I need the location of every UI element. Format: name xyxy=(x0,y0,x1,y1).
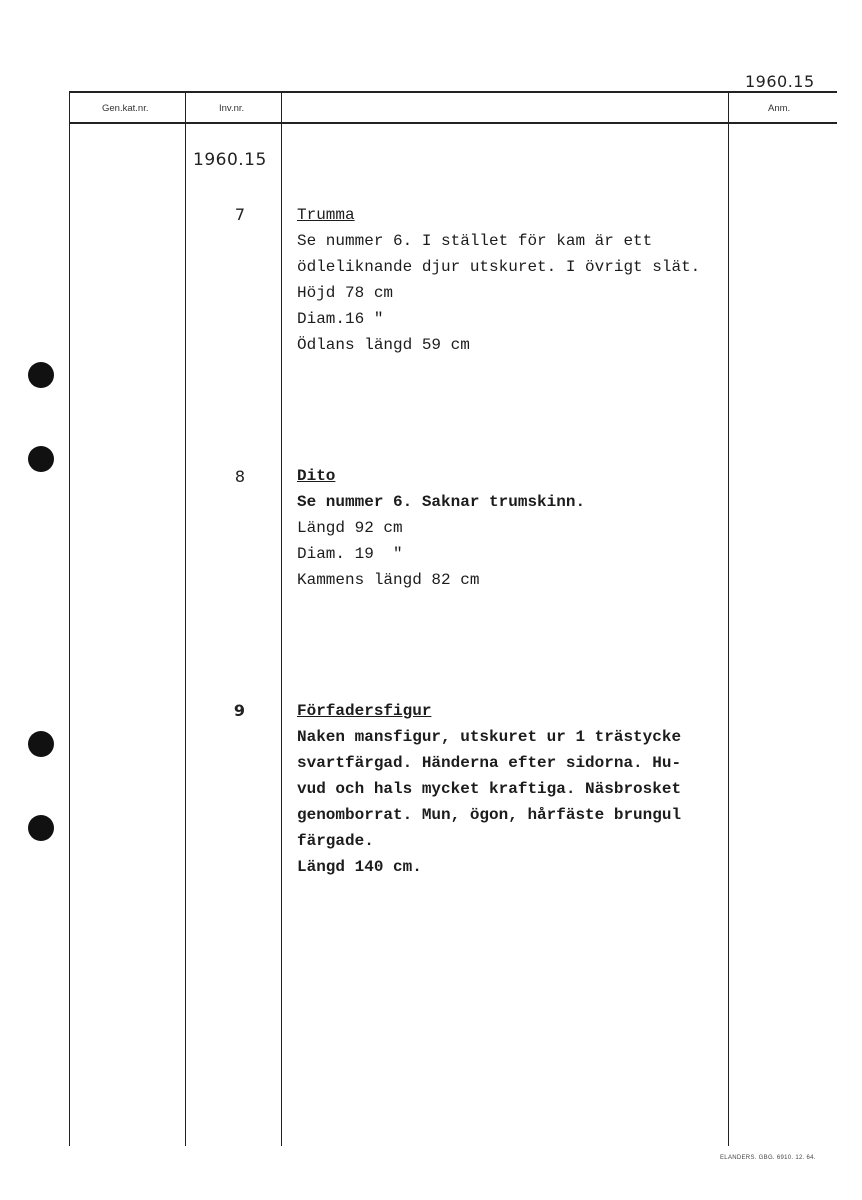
entry-line: färgade. xyxy=(297,832,374,850)
entry-line: svartfärgad. Händerna efter sidorna. Hu- xyxy=(297,754,682,772)
punch-hole xyxy=(28,362,54,388)
column-header-remarks: Anm. xyxy=(768,103,791,114)
entry-line: vud och hals mycket kraftiga. Näsbrosket xyxy=(297,780,682,798)
punch-hole xyxy=(28,731,54,757)
entry-line: Ödlans längd 59 cm xyxy=(297,336,470,354)
entry-line: Diam. 19 " xyxy=(297,545,403,563)
entry-line: genomborrat. Mun, ögon, hårfäste brungul xyxy=(297,806,682,824)
left-border-rule xyxy=(69,91,70,1146)
entry-description xyxy=(297,463,737,593)
punch-hole xyxy=(28,815,54,841)
entry-title: Förfadersfigur xyxy=(297,702,432,720)
inventory-column-rule xyxy=(281,91,282,1146)
entry-line: Se nummer 6. I stället för kam är ett xyxy=(297,232,653,250)
entry-title: Dito xyxy=(297,467,336,485)
entry-line: Kammens längd 82 cm xyxy=(297,571,480,589)
entry-line: Längd 92 cm xyxy=(297,519,403,537)
page-number: 1960.15 xyxy=(745,72,815,91)
column-header-inventory: Inv.nr. xyxy=(219,103,245,114)
entry-title: Trumma xyxy=(297,206,355,224)
item-number: 7 xyxy=(234,205,245,224)
item-number: 8 xyxy=(234,467,245,486)
entry-line: Höjd 78 cm xyxy=(297,284,394,302)
entry-description xyxy=(297,202,737,358)
item-number: 9 xyxy=(233,701,245,720)
entry-description xyxy=(297,698,737,880)
catalog-column-rule xyxy=(185,91,186,1146)
column-header-catalog: Gen.kat.nr. xyxy=(102,103,149,114)
printer-imprint: ELANDERS. GBG. 6910. 12. 64. xyxy=(720,1155,816,1161)
entry-line: Naken mansfigur, utskuret ur 1 trästycke xyxy=(297,728,682,746)
entry-line: ödleliknande djur utskuret. I övrigt slät. xyxy=(297,258,701,276)
entry-line: Diam.16 " xyxy=(297,310,384,328)
accession-number: 1960.15 xyxy=(193,150,267,170)
entry-line: Längd 140 cm. xyxy=(297,858,422,876)
punch-hole xyxy=(28,446,54,472)
entry-line: Se nummer 6. Saknar trumskinn. xyxy=(297,493,586,511)
